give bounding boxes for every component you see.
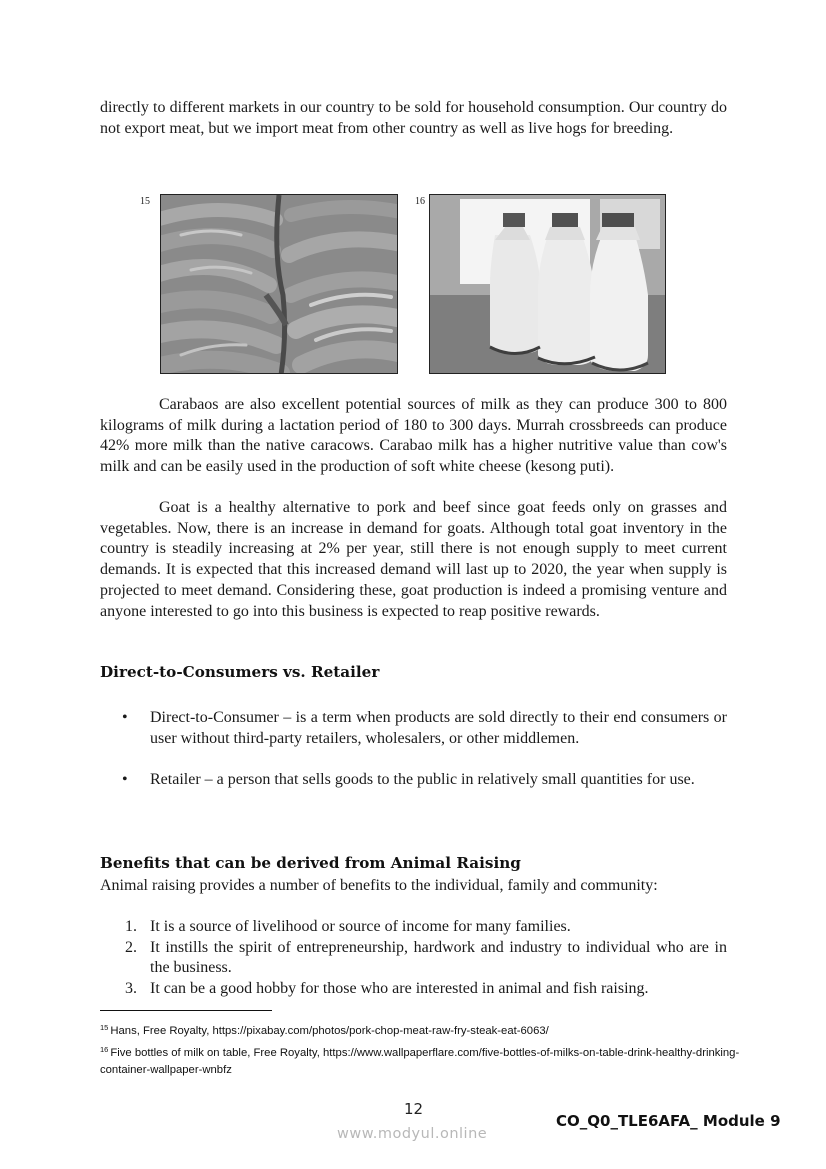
bullet-icon: • bbox=[122, 709, 128, 726]
footnote-divider bbox=[100, 1010, 272, 1011]
list-number: 2. bbox=[125, 938, 137, 956]
footnote-16 bbox=[100, 1041, 740, 1080]
benefits-intro: Animal raising provides a number of benefits to the individual, family and community: bbox=[100, 877, 658, 894]
goat-paragraph: Goat is a healthy alternative to pork and beef since goat feeds only on grasses and vegetables. Now, there is an increase in demand for goats. Although total goat inventory in the country is steadily increasing at 2% per year, still there is not enough supply to meet current demands. It is expected that this increased demand will last up to 2020, the year when supply is projected to meet demand. Considering these, goat production is indeed a promising venture and anyone interested to go into this business is expected to reap positive rewards. bbox=[100, 499, 727, 620]
carabao-paragraph: Carabaos are also excellent potential sources of milk as they can produce 300 to 800 kilograms of milk during a lactation period of 180 to 300 days. Murrah crossbreeds can produce 42% more milk than the native caracows. Carabao milk has a higher nutritive value than cow's milk and can be easily used in the production of soft white cheese (kesong puti). bbox=[100, 396, 727, 476]
definition-retailer: Retailer – a person that sells goods to the public in relatively small quantities for use. bbox=[150, 771, 695, 789]
benefit-text: It is a source of livelihood or source of income for many families. bbox=[150, 918, 571, 935]
definitions-bullet-list bbox=[100, 708, 727, 812]
footnote-marker: 15 bbox=[100, 1023, 109, 1032]
list-item bbox=[100, 938, 727, 979]
list-item bbox=[100, 770, 727, 791]
figure-16-number: 16 bbox=[415, 196, 425, 207]
footnote-15 bbox=[100, 1019, 740, 1041]
milk-bottles-photo bbox=[430, 195, 666, 374]
footnote-text: Hans, Free Royalty, https://pixabay.com/photos/pork-chop-meat-raw-fry-steak-eat-6063/ bbox=[110, 1025, 549, 1037]
footnote-text: Five bottles of milk on table, Free Royalty, https://www.wallpaperflare.com/five-bottles-of-milks-on-table-drink-healthy-drinking-container-wallpaper-wnbfz bbox=[100, 1046, 740, 1076]
benefit-text: It can be a good hobby for those who are interested in animal and fish raising. bbox=[150, 980, 649, 998]
footnotes bbox=[100, 1019, 740, 1080]
figure-pork-chop-image bbox=[160, 194, 398, 374]
figure-milk-bottles-image bbox=[429, 194, 666, 374]
section-heading-benefits: Benefits that can be derived from Animal Raising bbox=[100, 854, 521, 872]
list-number: 1. bbox=[125, 918, 137, 935]
pork-chop-photo bbox=[161, 195, 398, 374]
benefits-numbered-list bbox=[100, 917, 727, 1000]
figure-15-number: 15 bbox=[140, 196, 150, 207]
module-code: CO_Q0_TLE6AFA_ Module 9 bbox=[556, 1112, 781, 1130]
bullet-icon: • bbox=[122, 771, 128, 789]
watermark: www.modyul.online bbox=[337, 1126, 488, 1142]
list-number: 3. bbox=[125, 980, 137, 998]
intro-paragraph: directly to different markets in our country to be sold for household consumption. Our country do not export meat, but we import meat from other country as well as live hogs for breeding. bbox=[100, 99, 727, 137]
list-item bbox=[100, 708, 727, 749]
definition-direct-to-consumer: Direct-to-Consumer – is a term when products are sold directly to their end consumers or user without third-party retailers, wholesalers, or other middlemen. bbox=[150, 709, 727, 747]
section-heading-direct-vs-retailer: Direct-to-Consumers vs. Retailer bbox=[100, 663, 380, 681]
footnote-marker: 16 bbox=[100, 1044, 109, 1054]
list-item bbox=[100, 979, 727, 1000]
list-item bbox=[100, 917, 727, 938]
benefit-text: It instills the spirit of entrepreneurship, hardwork and industry to individual who are in the business. bbox=[150, 938, 727, 977]
page-number: 12 bbox=[404, 1100, 424, 1118]
